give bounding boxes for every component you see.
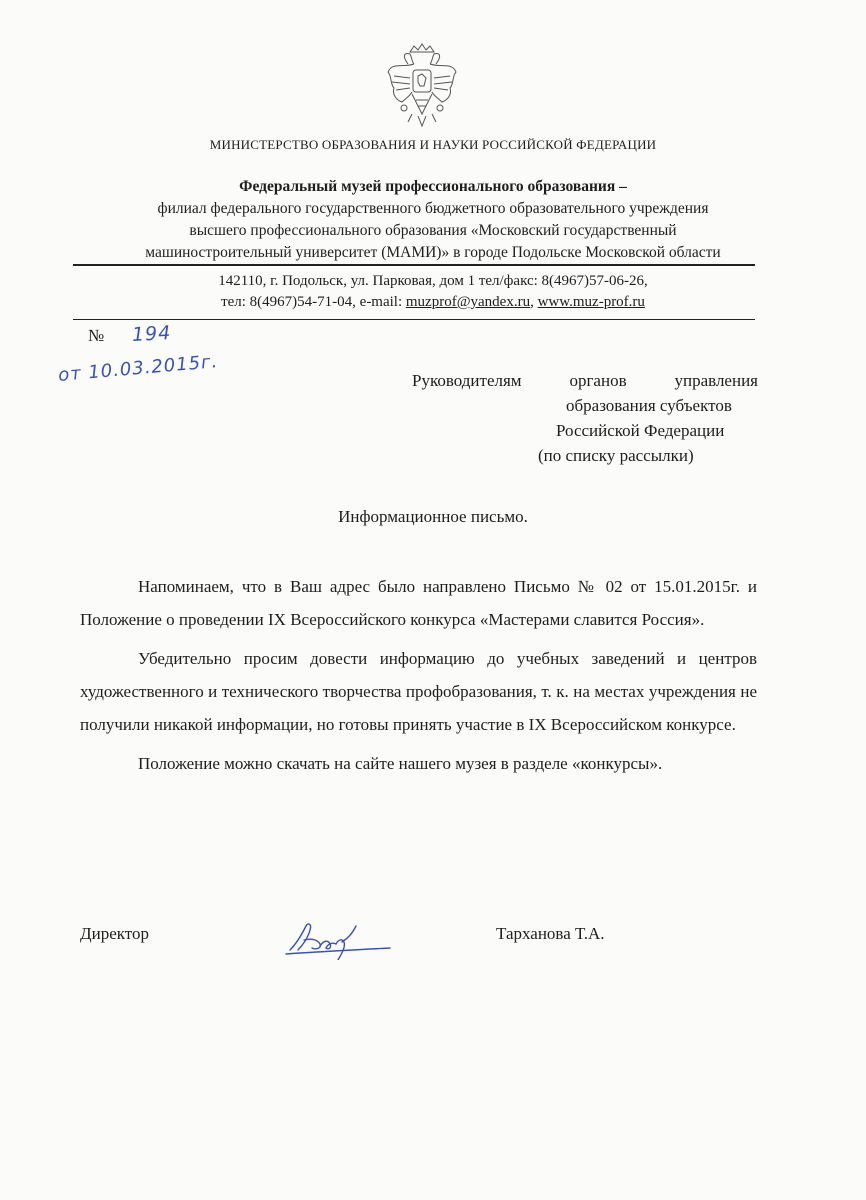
phone-text: тел: 8(4967)54-71-04, e-mail:	[221, 294, 406, 310]
organization-line: высшего профессионального образования «Московский государственный	[189, 222, 677, 239]
addressee-word: органов	[569, 371, 627, 390]
organization-name: Федеральный музей профессионального образования –	[239, 178, 627, 195]
signer-position: Директор	[80, 924, 149, 943]
website-link[interactable]: www.muz-prof.ru	[537, 294, 645, 310]
addressee-line: образования субъектов	[566, 396, 732, 415]
organization-block	[0, 176, 866, 264]
handwritten-registration-date: от 10.03.2015г.	[57, 351, 220, 386]
address-phone-line: 142110, г. Подольск, ул. Парковая, дом 1 тел/факс: 8(4967)57-06-26,	[218, 273, 648, 289]
signer-name: Тарханова Т.А.	[496, 924, 605, 943]
coat-of-arms-emblem	[382, 42, 462, 130]
addressee-line: Российской Федерации	[556, 421, 725, 440]
phone-email-line	[0, 292, 866, 313]
contact-block	[0, 271, 866, 313]
separator-text: ,	[530, 294, 538, 310]
letter-body	[80, 570, 757, 786]
addressee-word: управления	[674, 371, 758, 390]
header-divider-thick	[73, 264, 755, 266]
registration-number-label: №	[88, 326, 105, 345]
addressee-line: (по списку рассылки)	[538, 446, 694, 465]
ministry-name: МИНИСТЕРСТВО ОБРАЗОВАНИЯ И НАУКИ РОССИЙСКОЙ ФЕДЕРАЦИИ	[209, 137, 657, 152]
email-link[interactable]: muzprof@yandex.ru	[405, 294, 531, 310]
body-paragraph: Напоминаем, что в Ваш адрес было направлено Письмо № 02 от 15.01.2015г. и Положение о проведении IX Всероссийского конкурса «Мастерами славится Россия».	[80, 577, 757, 629]
addressee-line	[412, 368, 758, 393]
handwritten-registration-number: 194	[131, 321, 172, 347]
handwritten-signature	[282, 916, 394, 960]
header-divider-thin	[73, 319, 755, 320]
body-paragraph: Убедительно просим довести информацию до учебных заведений и центров художественного и технического творчества профобразования, т. к. на местах учреждения не получили никакой информации, но готовы принять участие в IX Всероссийском конкурсе.	[80, 649, 757, 734]
organization-line: филиал федерального государственного бюджетного образовательного учреждения	[157, 200, 709, 217]
body-paragraph: Положение можно скачать на сайте нашего музея в разделе «конкурсы».	[138, 754, 663, 773]
addressee-block	[412, 368, 758, 468]
letter-title: Информационное письмо.	[338, 507, 528, 526]
addressee-word: Руководителям	[412, 371, 522, 390]
organization-line: машиностроительный университет (МАМИ)» в городе Подольске Московской области	[145, 244, 721, 261]
